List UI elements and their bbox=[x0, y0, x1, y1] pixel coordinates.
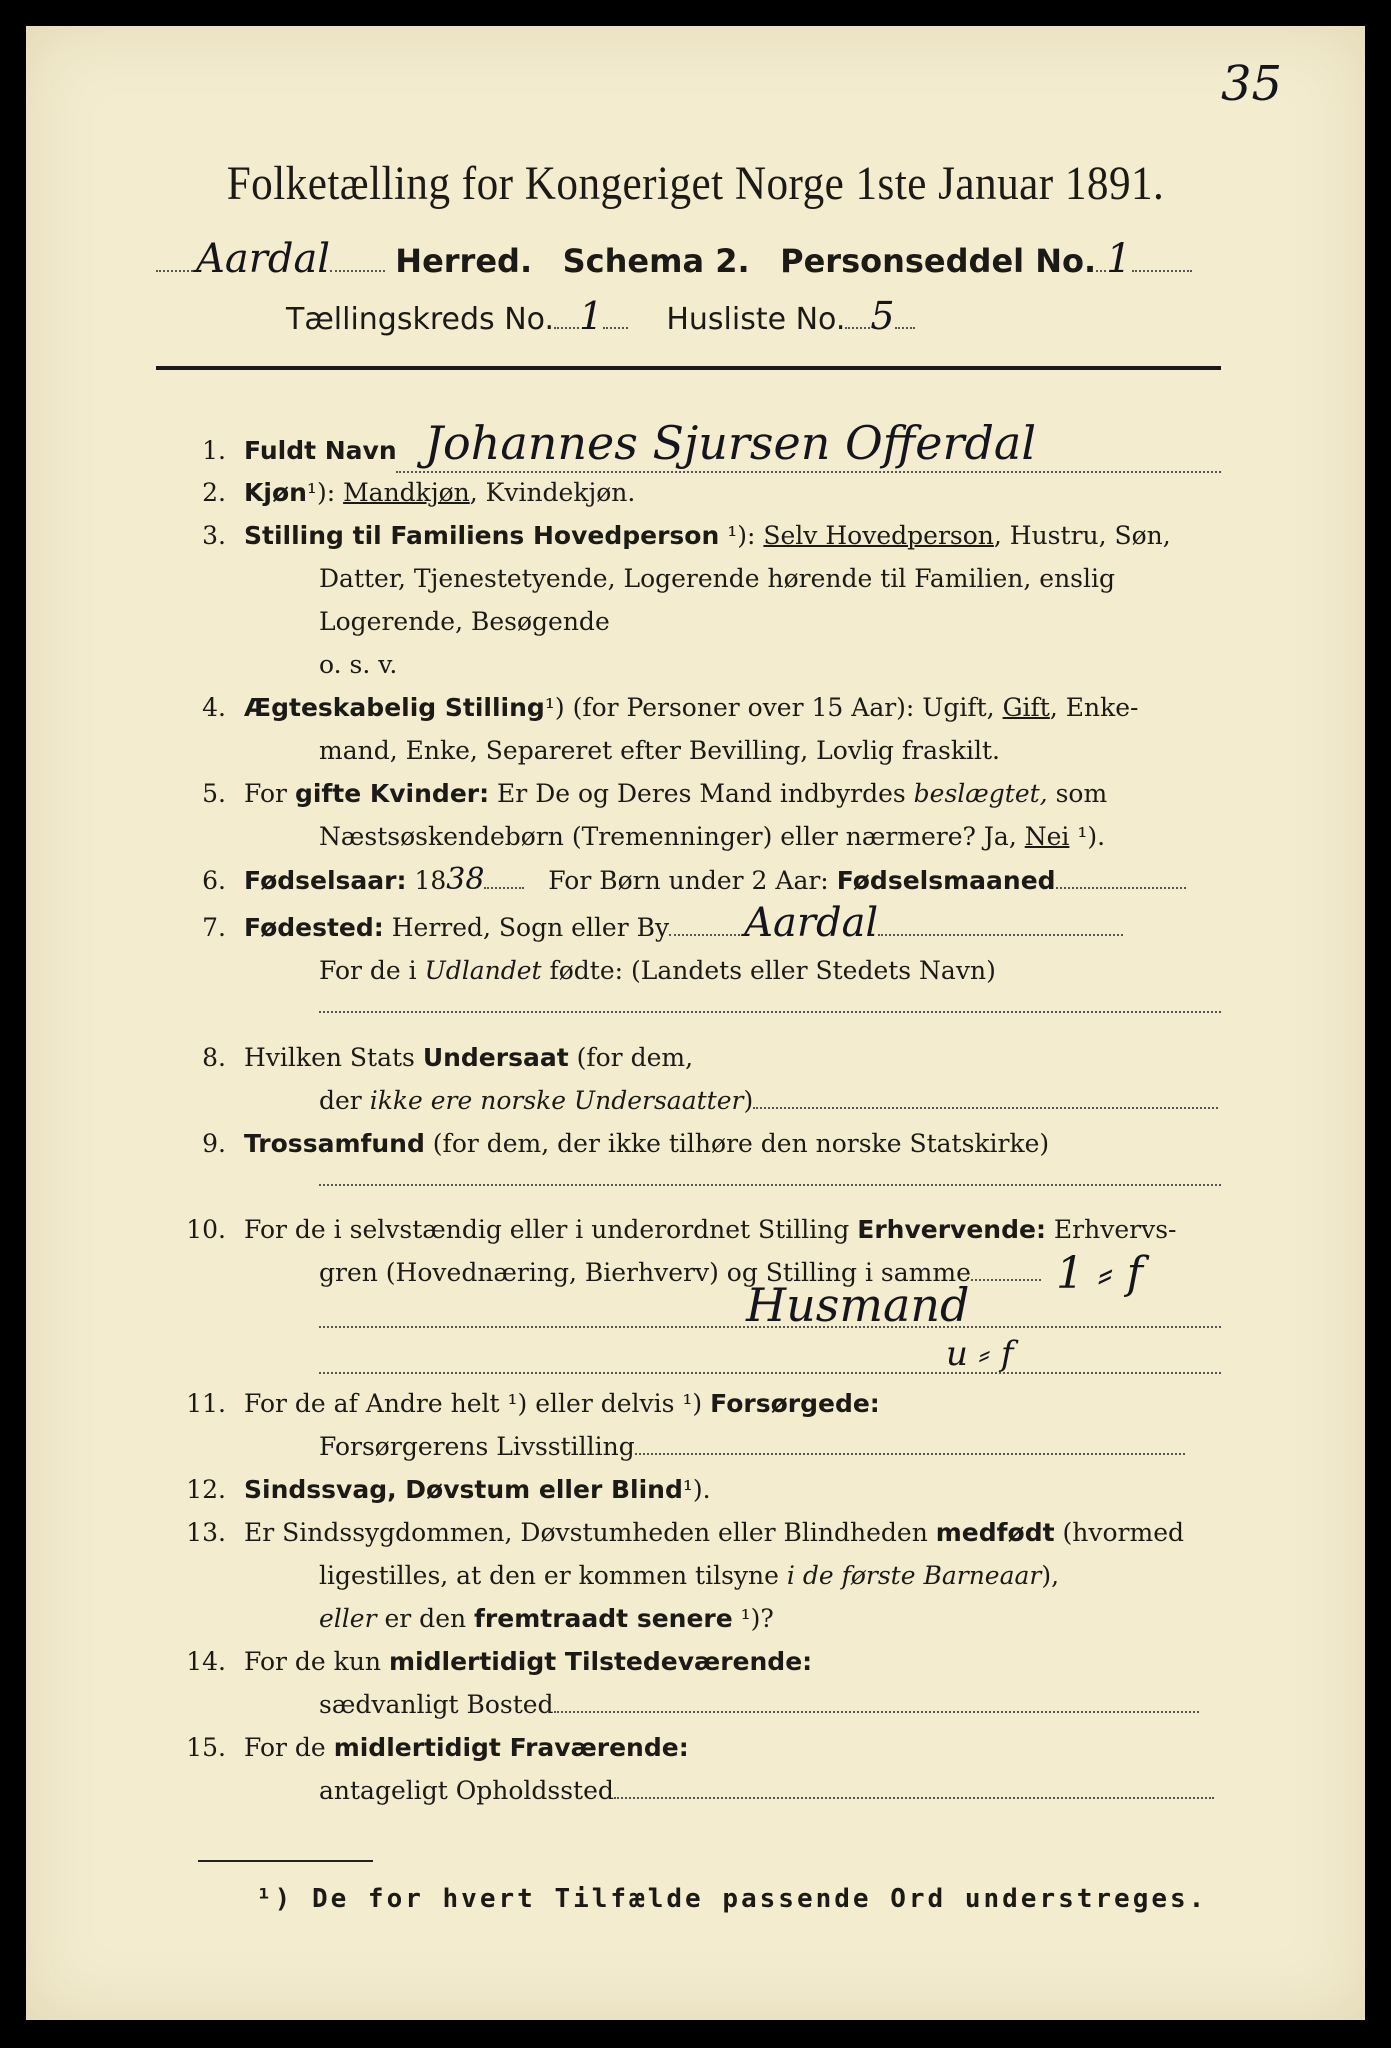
item-4: 4. Ægteskabelig Stilling¹) (for Personer over 15 Aar): Ugift, Gift, Enke- mand, Enke, Separeret efter Bevilling, Lovlig fraskilt. bbox=[202, 693, 1139, 765]
footnote: ¹) De for hvert Tilfælde passende Ord understreges. bbox=[256, 1884, 1208, 1914]
item-11-label: Forsørgede: bbox=[710, 1389, 880, 1418]
item-7-label: Fødested: bbox=[244, 913, 384, 942]
item-13: 13. Er Sindssygdommen, Døvstumheden eller Blindheden medfødt (hvormed ligestilles, at den er kommen tilsyne i de første Barneaar), eller er den fremtraadt senere ¹)? bbox=[186, 1518, 1184, 1633]
sex-selected: Mandkjøn bbox=[343, 478, 470, 507]
item-4-label: Ægteskabelig Stilling bbox=[244, 693, 545, 722]
item-15: 15. For de midlertidigt Fraværende: antageligt Opholdssted bbox=[166, 1726, 1214, 1812]
related-selected: Nei bbox=[1024, 822, 1070, 851]
page-number: 35 bbox=[1221, 56, 1283, 112]
item-15-label: midlertidigt Fraværende: bbox=[333, 1733, 689, 1762]
item-12: 12. Sindssvag, Døvstum eller Blind¹). bbox=[186, 1475, 711, 1504]
item-6-label: Fødselsaar: bbox=[244, 866, 407, 895]
schema-label: Schema 2. bbox=[562, 242, 750, 280]
birth-year-value: 38 bbox=[446, 862, 485, 897]
item-6: 6. Fødselsaar: 1838 For Børn under 2 Aar: Fødselsmaaned bbox=[166, 858, 1186, 902]
herred-label: Herred. bbox=[395, 242, 533, 280]
item-1-label: Fuldt Navn bbox=[244, 436, 397, 465]
item-5-label: gifte Kvinder: bbox=[294, 779, 490, 808]
full-name-value: Johannes Sjursen Offerdal bbox=[424, 416, 1037, 470]
taellingskreds-value: 1 bbox=[579, 294, 604, 338]
taellingskreds-label: Tællingskreds No. bbox=[286, 302, 554, 337]
husliste-value: 5 bbox=[870, 294, 895, 338]
item-3-label: Stilling til Familiens Hovedperson bbox=[244, 521, 720, 550]
item-1: 1. Fuldt Navn Johannes Sjursen Offerdal bbox=[202, 416, 1037, 470]
header-rule bbox=[156, 366, 1221, 370]
item-12-label: Sindssvag, Døvstum eller Blind bbox=[244, 1475, 683, 1504]
personseddel-value: 1 bbox=[1106, 236, 1132, 282]
occupation-mark-1: 1 ⸗ f bbox=[1056, 1248, 1143, 1299]
birth-month-label: Fødselsmaaned bbox=[836, 866, 1056, 895]
item-10-label: Erhvervende: bbox=[857, 1215, 1046, 1244]
item-9-label: Trossamfund bbox=[244, 1129, 425, 1158]
item-5: 5. For gifte Kvinder: Er De og Deres Mand indbyrdes beslægtet, som Næstsøskendebørn (Tremenninger) eller nærmere? Ja, Nei ¹). bbox=[202, 779, 1108, 851]
item-8: 8. Hvilken Stats Undersaat (for dem, der ikke ere norske Undersaatter) bbox=[166, 1036, 1218, 1122]
occupation-mark-2: u ⸗ f bbox=[946, 1334, 1014, 1374]
header-line-herred bbox=[156, 236, 1192, 282]
item-14: 14. For de kun midlertidigt Tilstedeværende: sædvanligt Bosted bbox=[166, 1640, 1199, 1726]
occupation-value: Husmand bbox=[746, 1278, 970, 1332]
footnote-rule bbox=[198, 1860, 373, 1862]
item-10: 10. For de i selvstændig eller i underordnet Stilling Erhvervende: Erhvervs- gren (Hovednæring, Bierhverv) og Stilling i samme bbox=[186, 1215, 1177, 1287]
item-2: 2. Kjøn¹): Mandkjøn, Kvindekjøn. bbox=[202, 478, 636, 507]
item-14-label: midlertidigt Tilstedeværende: bbox=[388, 1647, 813, 1676]
personseddel-label: Personseddel No. bbox=[780, 242, 1097, 280]
census-form-page bbox=[26, 26, 1365, 2020]
item-13-label: medfødt bbox=[935, 1518, 1055, 1547]
husliste-label: Husliste No. bbox=[666, 302, 846, 337]
form-title: Folketælling for Kongeriget Norge 1ste Januar 1891. bbox=[226, 157, 1165, 210]
herred-value: Aardal bbox=[196, 236, 331, 282]
item-11: 11. For de af Andre helt ¹) eller delvis ¹) Forsørgede: Forsørgerens Livsstilling bbox=[166, 1382, 1185, 1468]
header-line-kreds bbox=[286, 294, 915, 338]
birthplace-value: Aardal bbox=[744, 900, 879, 946]
item-2-label: Kjøn bbox=[244, 478, 307, 507]
family-position-selected: Selv Hovedperson bbox=[763, 521, 994, 550]
item-3: 3. Stilling til Familiens Hovedperson ¹): Selv Hovedperson, Hustru, Søn, Datter, Tjenestetyende, Logerende hørende til Familien, enslig Logerende, Besøgende o. s. v. bbox=[202, 521, 1171, 679]
item-9: 9. Trossamfund (for dem, der ikke tilhøre den norske Statskirke) bbox=[202, 1129, 1050, 1158]
marital-status-selected: Gift bbox=[1002, 693, 1050, 722]
item-8-label: Undersaat bbox=[422, 1043, 569, 1072]
item-7: 7. Fødested: Herred, Sogn eller By Aardal For de i Udlandet fødte: (Landets eller Stedets Navn) bbox=[166, 902, 1123, 992]
